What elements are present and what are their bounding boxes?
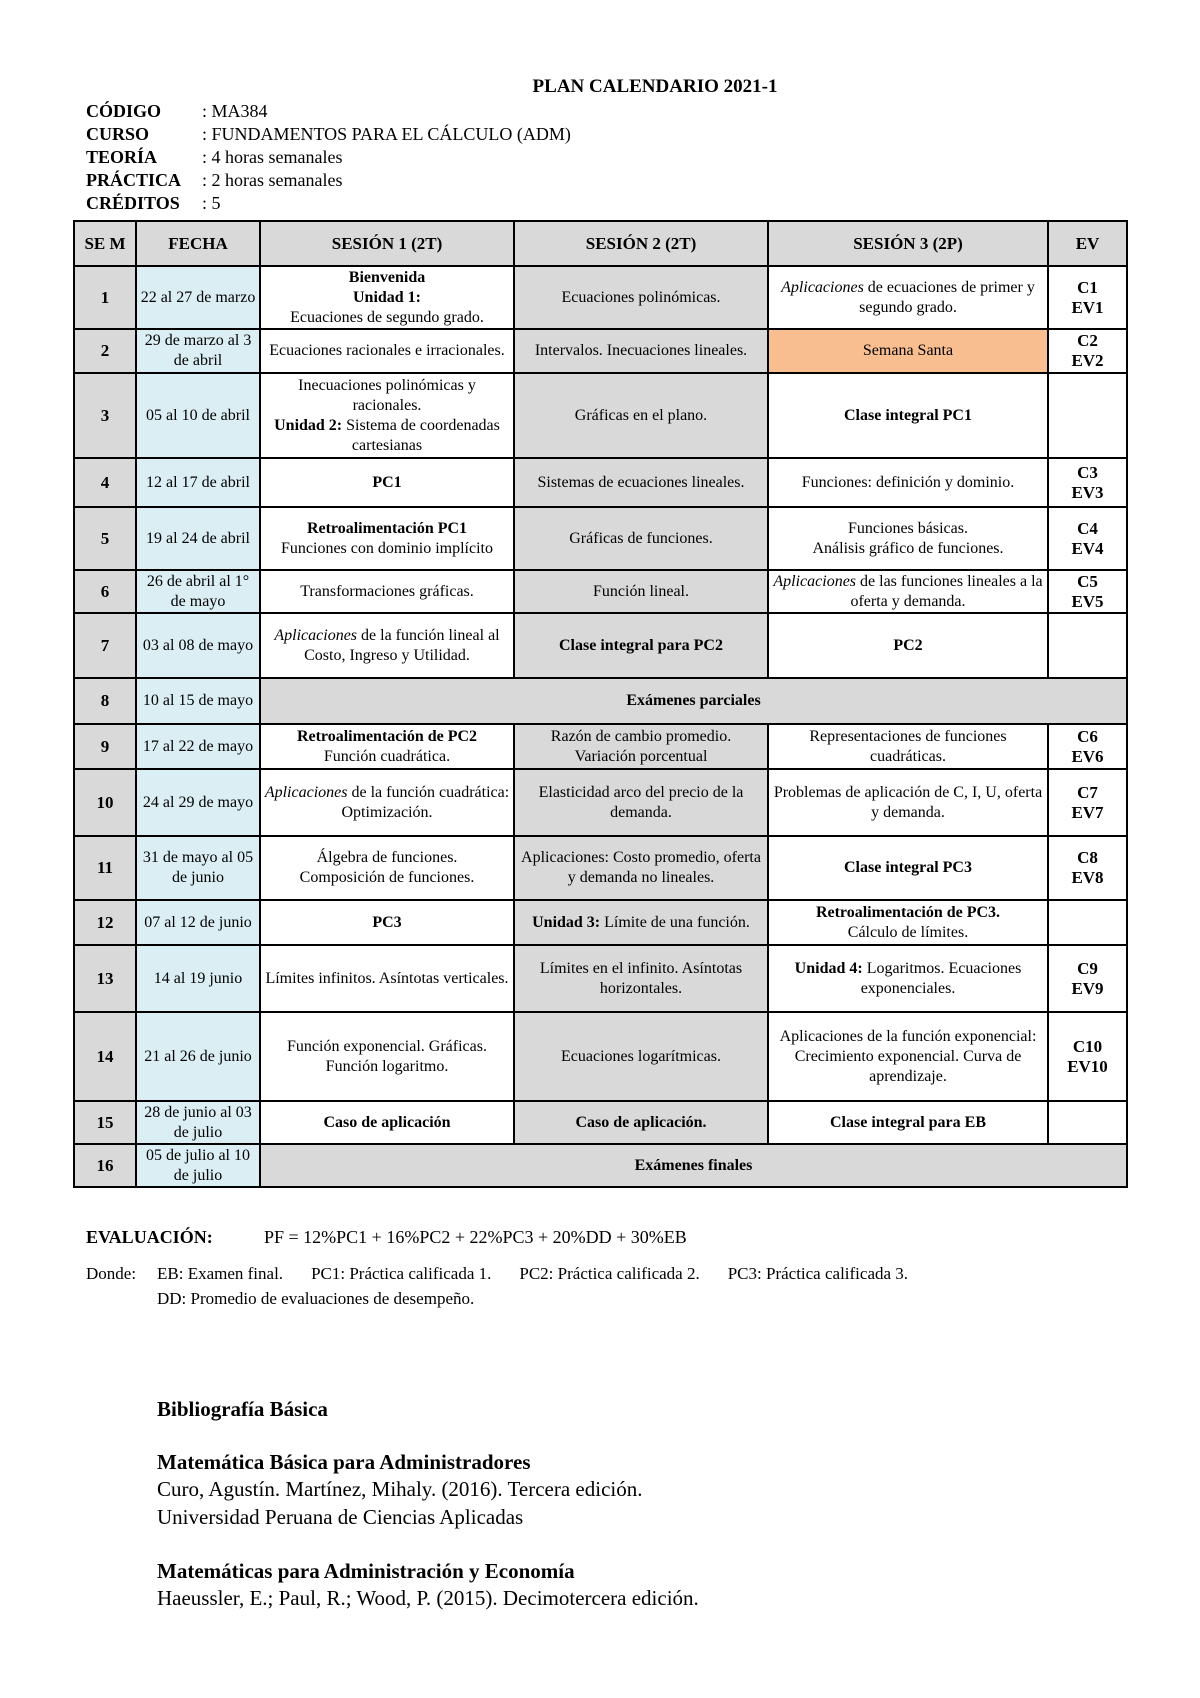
- session-1-cell: Caso de aplicación: [260, 1101, 514, 1144]
- cell-line: Ecuaciones de segundo grado.: [290, 308, 484, 326]
- cell-line: Función logaritmo.: [325, 1057, 449, 1075]
- session-3-cell: Aplicaciones de la función exponencial: Crecimiento exponencial. Curva de aprendizaje.: [768, 1012, 1048, 1101]
- ev-code: C10: [1072, 1036, 1103, 1056]
- session-3-cell: PC2: [768, 613, 1048, 678]
- info-value: : FUNDAMENTOS PARA EL CÁLCULO (ADM): [202, 124, 571, 144]
- session-3-cell: [768, 900, 1048, 945]
- cell-bold: Unidad 2:: [274, 416, 343, 434]
- table-row: [74, 678, 1127, 724]
- session-3-cell: Clase integral para EB: [768, 1101, 1048, 1144]
- sem-cell: 4: [74, 458, 136, 507]
- ev-code: EV2: [1071, 351, 1104, 370]
- fecha-cell: 05 de julio al 10 de julio: [136, 1144, 260, 1187]
- header-fecha: FECHA: [136, 221, 260, 266]
- cell-line: Composición de funciones.: [299, 869, 475, 886]
- session-3-cell: Problemas de aplicación de C, I, U, oferta y demanda.: [768, 769, 1048, 836]
- info-key: CÓDIGO: [86, 101, 162, 121]
- session-2-cell: Ecuaciones polinómicas.: [514, 266, 768, 329]
- cell-line: Bienvenida: [348, 268, 426, 286]
- sem-cell: 10: [74, 769, 136, 836]
- table-row: [74, 724, 1127, 769]
- cell-text: de la función cuadrática: Optimización.: [341, 783, 510, 821]
- fecha-cell: 19 al 24 de abril: [136, 507, 260, 570]
- ev-cell: [1048, 724, 1127, 769]
- cell-line: Inecuaciones polinómicas y racionales.: [298, 376, 476, 414]
- sem-cell: 13: [74, 945, 136, 1012]
- ev-code: C2: [1077, 331, 1098, 350]
- ev-cell: [1048, 1012, 1127, 1101]
- session-2-cell: Gráficas en el plano.: [514, 373, 768, 458]
- evaluation-label: EVALUACIÓN:: [86, 1227, 213, 1247]
- sem-cell: 15: [74, 1101, 136, 1144]
- book-title: Matemática Básica para Administradores: [157, 1450, 531, 1474]
- sem-cell: 14: [74, 1012, 136, 1101]
- fecha-cell: 17 al 22 de mayo: [136, 724, 260, 769]
- ev-code: C4: [1077, 518, 1098, 538]
- session-3-cell: Clase integral PC3: [768, 836, 1048, 900]
- info-value: : 4 horas semanales: [202, 147, 343, 167]
- ev-cell: [1048, 1101, 1127, 1144]
- info-row-curso: [86, 123, 571, 146]
- bibliography: [157, 1397, 699, 1612]
- ev-code: EV5: [1071, 591, 1104, 611]
- info-key: TEORÍA: [86, 147, 158, 167]
- donde-label: Donde:: [86, 1264, 137, 1283]
- ev-code: EV3: [1071, 482, 1104, 502]
- fecha-cell: 07 al 12 de junio: [136, 900, 260, 945]
- fecha-cell: 29 de marzo al 3 de abril: [136, 329, 260, 373]
- table-row: [74, 458, 1127, 507]
- cell-line: Análisis gráfico de funciones.: [812, 539, 1004, 557]
- table-row: [74, 769, 1127, 836]
- session-3-cell: [768, 507, 1048, 570]
- fecha-cell: 28 de junio al 03 de julio: [136, 1101, 260, 1144]
- ev-cell: [1048, 836, 1127, 900]
- cell-line: Funciones básicas.: [848, 519, 968, 537]
- cell-italic: Aplicaciones: [773, 572, 857, 590]
- book-reference: Curo, Agustín. Martínez, Mihaly. (2016). Tercera edición.: [157, 1477, 643, 1501]
- table-row: [74, 373, 1127, 458]
- session-3-cell: Clase integral PC1: [768, 373, 1048, 458]
- table-header-row: [74, 221, 1127, 266]
- sem-cell: 3: [74, 373, 136, 458]
- ev-code: C9: [1077, 958, 1098, 978]
- ev-code: EV6: [1071, 746, 1104, 766]
- bibliography-title: Bibliografía Básica: [157, 1397, 328, 1421]
- evaluation-formula: [86, 1227, 687, 1248]
- cell-line: Razón de cambio promedio.: [550, 727, 732, 745]
- exam-span-cell: Exámenes finales: [260, 1144, 1127, 1187]
- header-sesion-1: SESIÓN 1 (2T): [260, 221, 514, 266]
- sem-cell: 7: [74, 613, 136, 678]
- cell-line: Retroalimentación PC1: [306, 519, 468, 537]
- session-3-cell: Representaciones de funciones cuadráticas.: [768, 724, 1048, 769]
- legend-item: DD: Promedio de evaluaciones de desempeño.: [157, 1289, 475, 1308]
- fecha-cell: 24 al 29 de mayo: [136, 769, 260, 836]
- sem-cell: 8: [74, 678, 136, 724]
- session-2-cell: Gráficas de funciones.: [514, 507, 768, 570]
- cell-italic: Aplicaciones: [781, 278, 864, 296]
- book-reference: Haeussler, E.; Paul, R.; Wood, P. (2015). Decimotercera edición.: [157, 1586, 699, 1610]
- fecha-cell: 10 al 15 de mayo: [136, 678, 260, 724]
- session-2-cell: [514, 900, 768, 945]
- page-title: PLAN CALENDARIO 2021-1: [532, 76, 778, 97]
- fecha-cell: 26 de abril al 1° de mayo: [136, 570, 260, 613]
- ev-code: EV4: [1071, 538, 1104, 558]
- cell-line: Función cuadrática.: [323, 747, 451, 765]
- table-row: [74, 836, 1127, 900]
- fecha-cell: 31 de mayo al 05 de junio: [136, 836, 260, 900]
- table-row: [74, 613, 1127, 678]
- session-1-cell: [260, 266, 514, 329]
- ev-cell: [1048, 507, 1127, 570]
- ev-code: C5: [1077, 571, 1098, 591]
- header-sem: SE M: [74, 221, 136, 266]
- evaluation-formula-text: PF = 12%PC1 + 16%PC2 + 22%PC3 + 20%DD + 30%EB: [264, 1227, 687, 1247]
- cell-text: Logaritmos. Ecuaciones exponenciales.: [860, 959, 1022, 997]
- fecha-cell: 21 al 26 de junio: [136, 1012, 260, 1101]
- cell-text: de las funciones lineales a la oferta y demanda.: [850, 572, 1043, 610]
- session-3-cell: [768, 266, 1048, 329]
- session-1-cell: [260, 769, 514, 836]
- table-row: [74, 507, 1127, 570]
- session-1-cell: [260, 507, 514, 570]
- session-1-cell: [260, 1012, 514, 1101]
- cell-text: Sistema de coordenadas cartesianas: [342, 416, 500, 454]
- table-row: [74, 570, 1127, 613]
- ev-cell: [1048, 613, 1127, 678]
- session-1-cell: [260, 836, 514, 900]
- cell-bold: Unidad 4:: [794, 959, 863, 977]
- session-2-cell: Elasticidad arco del precio de la demanda.: [514, 769, 768, 836]
- session-2-cell: [514, 724, 768, 769]
- sem-cell: 5: [74, 507, 136, 570]
- ev-code: C8: [1077, 848, 1098, 867]
- table-row: [74, 1012, 1127, 1101]
- cell-text: de la función lineal al Costo, Ingreso y Utilidad.: [304, 626, 500, 664]
- info-value: : 5: [202, 193, 221, 213]
- info-row-practica: [86, 169, 571, 192]
- book-title: Matemáticas para Administración y Economía: [157, 1559, 575, 1583]
- legend-item: PC1: Práctica calificada 1.: [311, 1264, 492, 1283]
- info-value: : MA384: [202, 101, 268, 121]
- fecha-cell: 14 al 19 junio: [136, 945, 260, 1012]
- cell-line: Retroalimentación de PC3.: [815, 903, 1001, 921]
- table-row: [74, 1101, 1127, 1144]
- cell-line: Función exponencial. Gráficas.: [287, 1037, 487, 1055]
- session-2-cell: Sistemas de ecuaciones lineales.: [514, 458, 768, 507]
- cell-text: de ecuaciones de primer y segundo grado.: [859, 278, 1035, 316]
- ev-code: C7: [1077, 782, 1098, 802]
- session-1-cell: [260, 613, 514, 678]
- cell-bold: Unidad 3:: [532, 913, 601, 931]
- ev-code: C1: [1077, 277, 1098, 297]
- session-2-cell: Caso de aplicación.: [514, 1101, 768, 1144]
- session-2-cell: Límites en el infinito. Asíntotas horizontales.: [514, 945, 768, 1012]
- sem-cell: 2: [74, 329, 136, 373]
- session-2-cell: Ecuaciones logarítmicas.: [514, 1012, 768, 1101]
- session-2-cell: Intervalos. Inecuaciones lineales.: [514, 329, 768, 373]
- cell-line: Retroalimentación de PC2: [296, 727, 478, 745]
- cell-line: Álgebra de funciones.: [316, 849, 458, 866]
- ev-code: EV1: [1071, 297, 1104, 317]
- info-key: CURSO: [86, 124, 150, 144]
- ev-cell: [1048, 266, 1127, 329]
- calendar-table: [73, 220, 1128, 1188]
- legend-item: PC2: Práctica calificada 2.: [519, 1264, 700, 1283]
- evaluation-legend: [86, 1261, 936, 1311]
- info-key: PRÁCTICA: [86, 170, 182, 190]
- ev-code: EV10: [1067, 1056, 1108, 1076]
- session-2-cell: Función lineal.: [514, 570, 768, 613]
- cell-line: Cálculo de límites.: [847, 923, 969, 941]
- course-info: [86, 100, 571, 215]
- ev-cell: [1048, 458, 1127, 507]
- session-1-cell: PC1: [260, 458, 514, 507]
- header-sesion-2: SESIÓN 2 (2T): [514, 221, 768, 266]
- sem-cell: 11: [74, 836, 136, 900]
- session-3-cell: [768, 945, 1048, 1012]
- book-publisher: Universidad Peruana de Ciencias Aplicadas: [157, 1505, 524, 1529]
- ev-cell: [1048, 570, 1127, 613]
- ev-code: EV9: [1071, 978, 1104, 998]
- sem-cell: 16: [74, 1144, 136, 1187]
- fecha-cell: 05 al 10 de abril: [136, 373, 260, 458]
- info-row-creditos: [86, 192, 571, 215]
- sem-cell: 6: [74, 570, 136, 613]
- header-ev: EV: [1048, 221, 1127, 266]
- info-key: CRÉDITOS: [86, 193, 180, 213]
- legend-item: PC3: Práctica calificada 3.: [727, 1264, 909, 1283]
- ev-code: EV7: [1071, 802, 1104, 822]
- fecha-cell: 22 al 27 de marzo: [136, 266, 260, 329]
- session-3-cell: [768, 570, 1048, 613]
- ev-cell: [1048, 769, 1127, 836]
- ev-code: C6: [1077, 726, 1098, 746]
- session-3-cell: Semana Santa: [768, 329, 1048, 373]
- session-1-cell: Ecuaciones racionales e irracionales.: [260, 329, 514, 373]
- table-row: [74, 329, 1127, 373]
- session-3-cell: Funciones: definición y dominio.: [768, 458, 1048, 507]
- ev-cell: [1048, 373, 1127, 458]
- ev-code: EV8: [1071, 868, 1104, 887]
- table-row: [74, 945, 1127, 1012]
- session-2-cell: Aplicaciones: Costo promedio, oferta y demanda no lineales.: [514, 836, 768, 900]
- session-2-cell: Clase integral para PC2: [514, 613, 768, 678]
- table-row: [74, 266, 1127, 329]
- info-value: : 2 horas semanales: [202, 170, 343, 190]
- session-1-cell: Transformaciones gráficas.: [260, 570, 514, 613]
- cell-line: Unidad 1:: [352, 288, 422, 306]
- legend-item: EB: Examen final.: [157, 1264, 284, 1283]
- ev-cell: [1048, 900, 1127, 945]
- table-row: [74, 900, 1127, 945]
- sem-cell: 1: [74, 266, 136, 329]
- sem-cell: 12: [74, 900, 136, 945]
- table-row: [74, 1144, 1127, 1187]
- fecha-cell: 03 al 08 de mayo: [136, 613, 260, 678]
- cell-italic: Aplicaciones: [264, 783, 348, 801]
- exam-span-cell: Exámenes parciales: [260, 678, 1127, 724]
- sem-cell: 9: [74, 724, 136, 769]
- header-sesion-3: SESIÓN 3 (2P): [768, 221, 1048, 266]
- info-row-teoria: [86, 146, 571, 169]
- cell-line: Funciones con dominio implícito: [281, 539, 493, 557]
- cell-italic: Aplicaciones: [274, 626, 358, 644]
- session-1-cell: Límites infinitos. Asíntotas verticales.: [260, 945, 514, 1012]
- session-1-cell: [260, 373, 514, 458]
- info-row-codigo: [86, 100, 571, 123]
- ev-cell: [1048, 329, 1127, 373]
- ev-code: C3: [1077, 462, 1098, 482]
- cell-line: Variación porcentual: [574, 747, 708, 765]
- session-1-cell: [260, 724, 514, 769]
- fecha-cell: 12 al 17 de abril: [136, 458, 260, 507]
- ev-cell: [1048, 945, 1127, 1012]
- cell-text: Límite de una función.: [600, 913, 750, 931]
- session-1-cell: PC3: [260, 900, 514, 945]
